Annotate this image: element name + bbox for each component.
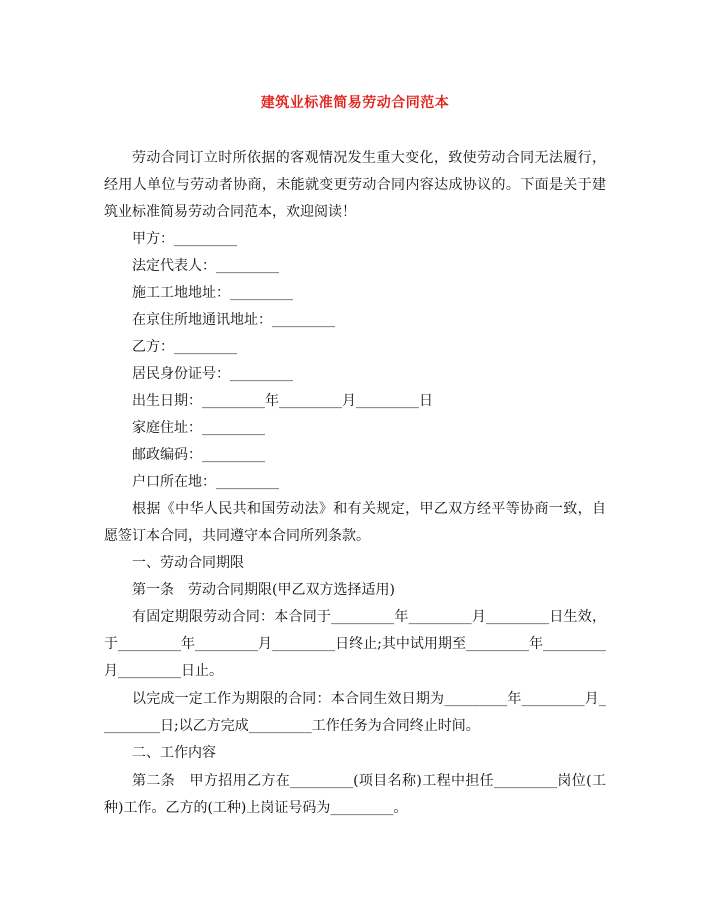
section1-heading: 一、劳动合同期限	[132, 555, 244, 571]
field-party-b: 乙方：_________	[132, 339, 237, 355]
field-site-address: 施工工地地址：_________	[132, 285, 293, 301]
field-hukou-location: 户口所在地：_________	[132, 474, 279, 490]
article2-paragraph: 第二条 甲方招用乙方在_________(项目名称)工程中担任_________岗位(工种)工作。乙方的(工种)上岗证号码为_________。	[104, 773, 606, 816]
field-birth-date: 出生日期：_________年_________月_________日	[132, 393, 433, 409]
field-legal-representative: 法定代表人：_________	[132, 258, 279, 274]
field-id-number: 居民身份证号：_________	[132, 366, 293, 382]
field-party-a: 甲方：_________	[132, 231, 237, 247]
task-term-paragraph: 以完成一定工作为期限的合同：本合同生效日期为_________年_________月_________日;以乙方完成_________工作任务为合同终止时间。	[104, 691, 606, 734]
document-title: 建筑业标准简易劳动合同范本	[260, 95, 450, 111]
basis-paragraph: 根据《中华人民共和国劳动法》和有关规定，甲乙双方经平等协商一致，自愿签订本合同，共同遵守本合同所列条款。	[104, 501, 606, 544]
field-home-address: 家庭住址：_________	[132, 420, 265, 436]
intro-paragraph: 劳动合同订立时所依据的客观情况发生重大变化，致使劳动合同无法履行，经用人单位与劳动者协商，未能就变更劳动合同内容达成协议的。下面是关于建筑业标准简易劳动合同范本，欢迎阅读！	[104, 150, 606, 220]
field-postal-code: 邮政编码：_________	[132, 447, 265, 463]
article1-heading: 第一条 劳动合同期限(甲乙双方选择适用)	[132, 582, 395, 598]
fixed-term-paragraph: 有固定期限劳动合同：本合同于_________年_________月_________日生效，于_________年_________月_________日终止;其中试用期至_________年_________月_________日止。	[104, 609, 606, 679]
section2-heading: 二、工作内容	[132, 745, 216, 761]
field-beijing-address: 在京住所地通讯地址：_________	[132, 312, 335, 328]
